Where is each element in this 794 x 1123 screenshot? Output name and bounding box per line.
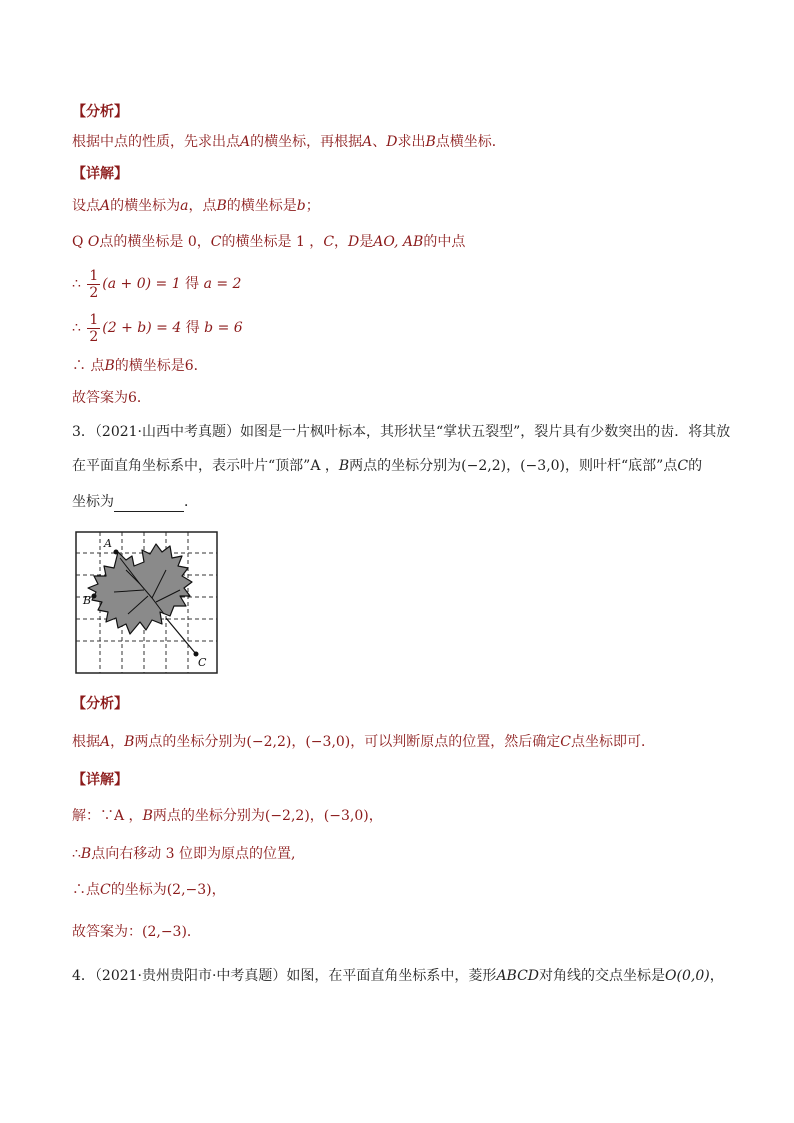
problem-4-line-1: 4．（2021·贵州贵阳市·中考真题）如图，在平面直角坐标系中，菱形ABCD对角线的交点坐标是O(0,0)， xyxy=(72,968,724,984)
analysis-heading-2: 【分析】 xyxy=(72,696,128,712)
detail-line-2-1: 解：∵A ，B两点的坐标分别为(−2,2)，(−3,0)， xyxy=(72,808,383,824)
leaf-stem xyxy=(166,618,196,654)
detail-line-2-2: ∴B点向右移动 3 位即为原点的位置, xyxy=(72,846,296,862)
answer-line-1: 故答案为6． xyxy=(72,390,151,406)
detail-line-3: ∴ 点B的横坐标是6． xyxy=(72,358,208,374)
detail-line-1: 设点A的横坐标为a，点B的横坐标是b； xyxy=(72,198,320,214)
detail-line-2-3: ∴点C的坐标为(2,−3)， xyxy=(72,882,226,898)
detail-line-2: Q O点的横坐标是 0，C的横坐标是 1 ，C，D是AO, AB的中点 xyxy=(72,234,466,250)
problem-3-line-1: 3．（2021·山西中考真题）如图是一片枫叶标本，其形状呈“掌状五裂型”，裂片具有少数突出的齿．将其放 xyxy=(72,424,731,440)
analysis-text-2: 根据A，B两点的坐标分别为(−2,2)，(−3,0)，可以判断原点的位置，然后确定C点坐标即可． xyxy=(72,734,655,750)
detail-heading-2: 【详解】 xyxy=(72,772,128,788)
answer-line-2: 故答案为：(2,−3)． xyxy=(72,924,201,940)
analysis-heading-1: 【分析】 xyxy=(72,104,128,120)
label-c: C xyxy=(198,656,207,669)
detail-heading-1: 【详解】 xyxy=(72,166,128,182)
point-a xyxy=(114,550,119,555)
label-a: A xyxy=(104,537,112,550)
maple-leaf xyxy=(88,544,192,634)
equation-1: ∴ $\frac{1}{2}$ (a + 0) = 1 得 a = 2 xyxy=(72,267,242,301)
point-b xyxy=(92,594,97,599)
maple-leaf-figure xyxy=(74,530,220,676)
problem-3-line-2: 在平面直角坐标系中，表示叶片“顶部”A ，B两点的坐标分别为(−2,2)，(−3,0)，则叶杆“底部”点C的 xyxy=(72,458,703,474)
answer-blank xyxy=(114,497,184,512)
analysis-text-1: 根据中点的性质，先求出点A的横坐标，再根据A、D求出B点横坐标． xyxy=(72,134,506,150)
problem-3-line-3: 坐标为 ． xyxy=(72,494,198,510)
equation-2: ∴ $\frac{1}{2}$ (2 + b) = 4 得 b = 6 xyxy=(72,311,243,345)
label-b: B xyxy=(83,594,92,607)
